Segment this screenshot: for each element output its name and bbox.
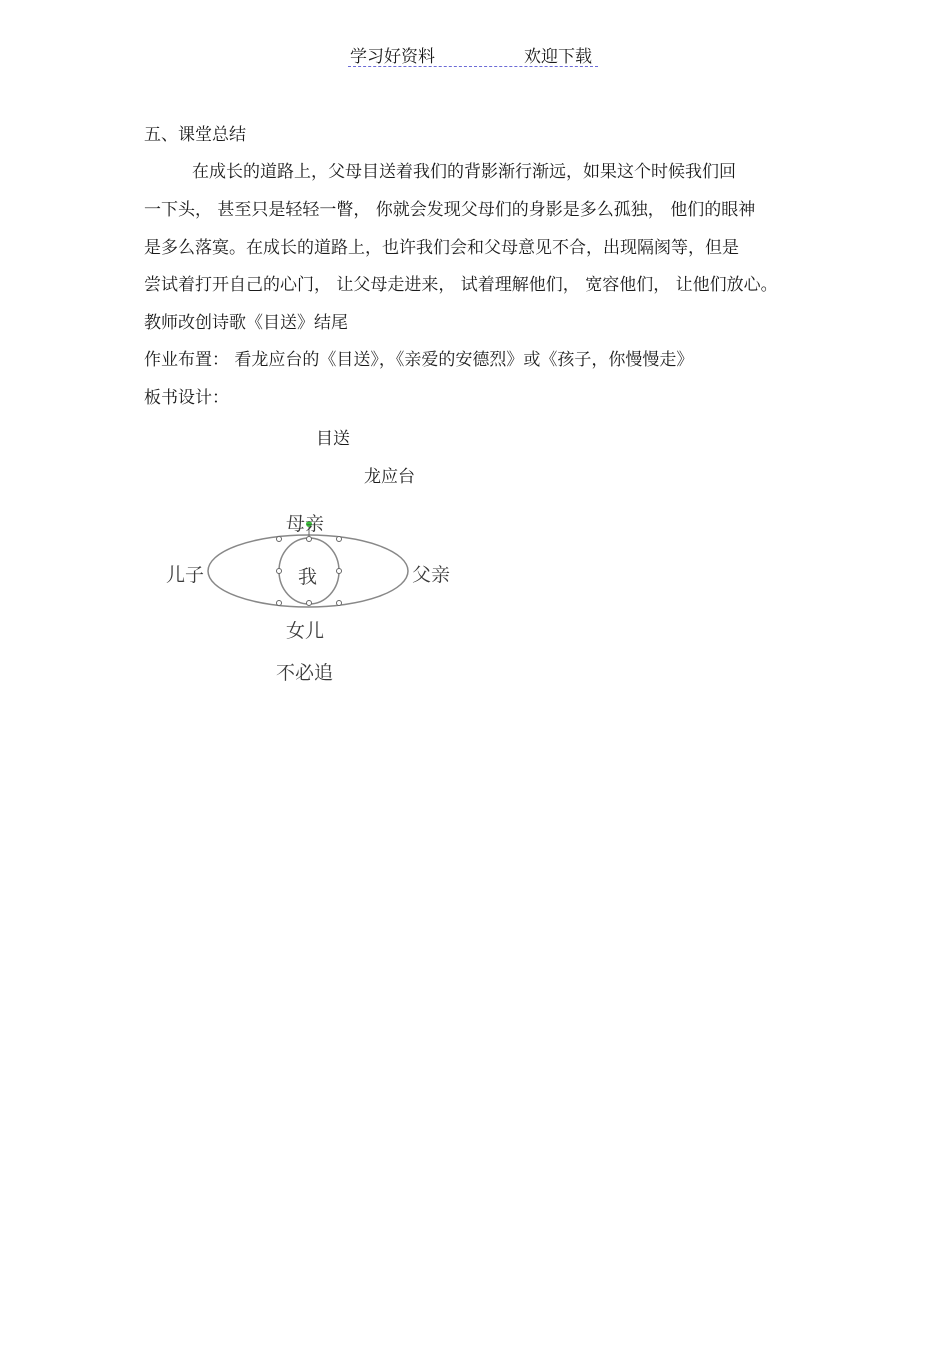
paragraph-line-4: 尝试着打开自己的心门， 让父母走进来， 试着理解他们， 宽容他们， 让他们放心。 bbox=[144, 275, 778, 295]
handle-dot bbox=[277, 569, 282, 574]
handle-dot bbox=[337, 537, 342, 542]
handle-dot bbox=[277, 537, 282, 542]
handle-dot bbox=[307, 537, 312, 542]
label-mother: 母亲 bbox=[286, 513, 325, 535]
paragraph-line-2: 一下头， 甚至只是轻轻一瞥， 你就会发现父母们的身影是多么孤独， 他们的眼神 bbox=[144, 200, 756, 220]
label-son: 儿子 bbox=[166, 564, 205, 586]
handle-dot bbox=[337, 569, 342, 574]
section-title: 五、课堂总结 bbox=[144, 125, 246, 145]
label-daughter: 女儿 bbox=[286, 620, 325, 642]
label-me: 我 bbox=[298, 566, 318, 588]
handle-dot bbox=[337, 601, 342, 606]
header-left-text: 学习好资料 bbox=[350, 47, 435, 67]
teacher-note: 教师改创诗歌《目送》结尾 bbox=[144, 313, 348, 333]
handle-dot bbox=[307, 601, 312, 606]
header-right-text: 欢迎下载 bbox=[524, 47, 592, 67]
handle-dot bbox=[277, 601, 282, 606]
homework-line: 作业布置： 看龙应台的《目送》，《亲爱的安德烈》或《孩子，你慢慢走》 bbox=[144, 350, 694, 370]
board-author: 龙应台 bbox=[364, 467, 415, 487]
paragraph-line-1: 在成长的道路上，父母目送着我们的背影渐行渐远，如果这个时候我们回 bbox=[192, 162, 736, 182]
label-footer: 不必追 bbox=[276, 662, 334, 684]
paragraph-line-3: 是多么落寞。在成长的道路上，也许我们会和父母意见不合，出现隔阂等，但是 bbox=[144, 238, 739, 258]
board-design-label: 板书设计： bbox=[144, 388, 229, 408]
label-father: 父亲 bbox=[412, 564, 451, 586]
board-title: 目送 bbox=[316, 429, 350, 449]
